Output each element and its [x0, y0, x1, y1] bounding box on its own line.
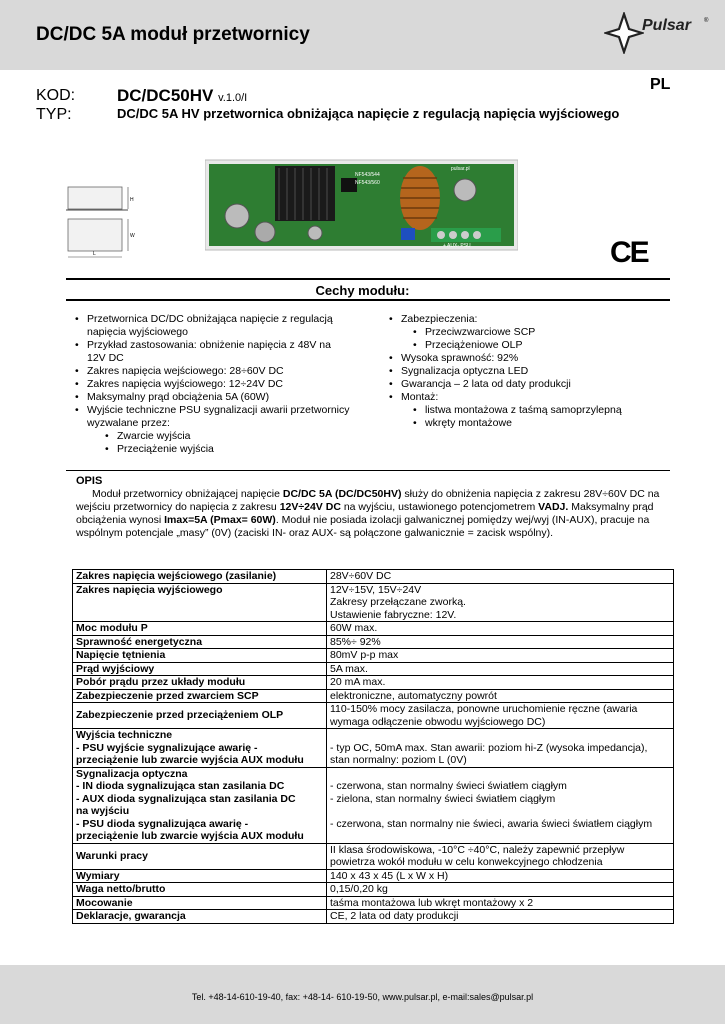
spec-key: Moc modułu P: [73, 622, 327, 636]
photo-label-1: NF543/544: [355, 172, 380, 178]
dim-l-label: L: [93, 251, 96, 257]
spec-key: Waga netto/brutto: [73, 883, 327, 897]
dim-h-label: H: [130, 197, 134, 203]
desc-part: . Moduł nie posiada izolacji galwanicznej pomiędzy wej/wyj (IN-AUX), pracuje na wspólnym potencjale „masy” (0V) (zaciski IN- oraz AUX- są połączone galwanicznie = zacisk wspólny).: [76, 514, 650, 539]
spec-key: Pobór prądu przez układy modułu: [73, 676, 327, 690]
spec-row: [73, 703, 674, 729]
section-divider: [66, 299, 670, 301]
feature-item: • Sygnalizacja optyczna LED: [386, 365, 686, 378]
feature-item: • Przeciążeniowe OLP: [410, 339, 686, 352]
features-title: Cechy modułu:: [315, 283, 410, 298]
product-version: v.1.0/I: [218, 92, 248, 104]
star-logo-icon: [604, 12, 644, 54]
description-title: OPIS: [76, 475, 103, 487]
spec-table: [72, 569, 674, 924]
spec-value: 5A max.: [327, 662, 674, 676]
kod-label: KOD:: [36, 87, 76, 104]
spec-row: [73, 662, 674, 676]
spec-row: [73, 910, 674, 924]
desc-part: na wyjściu, ustawionego potencjometrem: [340, 501, 539, 513]
spec-row: [73, 767, 674, 843]
spec-key: Zabezpieczenie przed przeciążeniem OLP: [73, 703, 327, 729]
spec-value: 85%÷ 92%: [327, 635, 674, 649]
spec-row: [73, 896, 674, 910]
spec-row: [73, 729, 674, 768]
feature-item: • listwa montażowa z taśmą samoprzylepną: [410, 404, 686, 417]
spec-row: [73, 635, 674, 649]
spec-key: Sprawność energetyczna: [73, 635, 327, 649]
photo-label-2: NF543/560: [355, 180, 380, 186]
spec-value: CE, 2 lata od daty produkcji: [327, 910, 674, 924]
spec-value: - typ OC, 50mA max. Stan awarii: poziom hi-Z (wysoka impedancja), stan normalny: poziom L (0V): [327, 729, 674, 768]
feature-item: • wkręty montażowe: [410, 417, 686, 430]
ce-mark-text: CE: [610, 236, 648, 269]
spec-key: Sygnalizacja optyczna - IN dioda sygnalizująca stan zasilania DC - AUX dioda sygnalizująca stan zasilania DC na wyjściu - PSU dioda sygnalizująca awarię - przeciążenie lub zwarcie wyjścia AUX modułu: [73, 767, 327, 843]
product-photo: [205, 158, 518, 252]
spec-row: [73, 676, 674, 690]
typ-value: DC/DC 5A HV przetwornica obniżająca napięcie z regulacją napięcia wyjściowego: [117, 106, 620, 121]
desc-bold: DC/DC 5A (DC/DC50HV): [282, 488, 402, 500]
logo-registered-mark: ®: [704, 18, 709, 24]
spec-row: [73, 689, 674, 703]
feature-item: • Wyjście techniczne PSU sygnalizacji awarii przetwornicy: [72, 404, 372, 417]
description-text: [76, 488, 666, 540]
feature-item: • Zakres napięcia wejściowego: 28÷60V DC: [72, 365, 372, 378]
section-divider: [66, 278, 670, 280]
feature-item: • Zakres napięcia wyjściowego: 12÷24V DC: [72, 378, 372, 391]
ce-mark: [610, 238, 654, 268]
pulsar-logo: [604, 12, 716, 54]
photo-terminal-label: + AUX- PSU: [443, 243, 471, 249]
feature-item: • Przeciwzwarciowe SCP: [410, 326, 686, 339]
feature-item: • Gwarancja – 2 lata od daty produkcji: [386, 378, 686, 391]
spec-value: 20 mA max.: [327, 676, 674, 690]
spec-key: Warunki pracy: [73, 843, 327, 869]
language-code: PL: [650, 76, 671, 93]
desc-bold: Imax=5A (Pmax= 60W): [164, 514, 276, 526]
features-left-list: [72, 313, 372, 456]
typ-label: TYP:: [36, 106, 72, 123]
kod-value: [117, 86, 247, 106]
spec-value: 28V÷60V DC: [327, 570, 674, 584]
spec-key: Napięcie tętnienia: [73, 649, 327, 663]
feature-item: • Przetwornica DC/DC obniżająca napięcie z regulacją: [72, 313, 372, 326]
product-code: DC/DC50HV: [117, 86, 214, 105]
spec-row: [73, 843, 674, 869]
spec-key: Prąd wyjściowy: [73, 662, 327, 676]
feature-item: • Zwarcie wyjścia: [102, 430, 372, 443]
features-right-list: [386, 313, 686, 430]
logo-text: Pulsar: [642, 17, 691, 34]
spec-key: Wyjścia techniczne - PSU wyjście sygnalizujące awarię - przeciążenie lub zwarcie wyjścia AUX modułu: [73, 729, 327, 768]
dim-w-label: W: [130, 233, 135, 239]
spec-value: 0,15/0,20 kg: [327, 883, 674, 897]
page-title: DC/DC 5A moduł przetwornicy: [36, 24, 310, 45]
spec-value: 80mV p-p max: [327, 649, 674, 663]
spec-row: [73, 622, 674, 636]
spec-key: Mocowanie: [73, 896, 327, 910]
feature-item: • Zabezpieczenia:: [386, 313, 686, 326]
spec-key: Zakres napięcia wyjściowego: [73, 583, 327, 622]
footer-contact: Tel. +48-14-610-19-40, fax: +48-14- 610-19-50, www.pulsar.pl, e-mail:sales@pulsar.pl: [191, 992, 534, 1002]
spec-value: - czerwona, stan normalny świeci światłem ciągłym - zielona, stan normalny świeci światłem ciągłym - czerwona, stan normalny nie świeci, awaria świeci światłem ciągłym: [327, 767, 674, 843]
dimension-drawing: [66, 183, 138, 263]
desc-part: służy do obniżenia napięcia z zakresu 28V÷60V DC na wejściu przetwornicy do napięcia z zakresu: [76, 488, 660, 513]
feature-item: • Montaż:: [386, 391, 686, 404]
feature-item: • Przeciążenie wyjścia: [102, 443, 372, 456]
spec-row: [73, 649, 674, 663]
spec-value: elektroniczne, automatyczny powrót: [327, 689, 674, 703]
spec-row: [73, 583, 674, 622]
spec-row: [73, 869, 674, 883]
feature-item: • Wysoka sprawność: 92%: [386, 352, 686, 365]
section-divider: [66, 470, 670, 471]
spec-row: [73, 570, 674, 584]
feature-item: 12V DC: [87, 352, 124, 364]
desc-part: Maksymalny prąd obciążenia wynosi: [76, 501, 654, 526]
feature-item: • Maksymalny prąd obciążenia 5A (60W): [72, 391, 372, 404]
photo-brand: pulsar.pl: [451, 166, 470, 172]
spec-key: Wymiary: [73, 869, 327, 883]
spec-value: II klasa środowiskowa, -10°C ÷40°C, należy zapewnić przepływ powietrza wokół modułu w celu konwekcyjnego chłodzenia: [327, 843, 674, 869]
spec-value: 140 x 43 x 45 (L x W x H): [327, 869, 674, 883]
spec-value: 12V÷15V, 15V÷24V Zakresy przełączane zworką. Ustawienie fabryczne: 12V.: [327, 583, 674, 622]
spec-value: 110-150% mocy zasilacza, ponowne uruchomienie ręczne (awaria wymaga odłączenie obwodu wyjściowego DC): [327, 703, 674, 729]
spec-key: Zabezpieczenie przed zwarciem SCP: [73, 689, 327, 703]
spec-key: Deklaracje, gwarancja: [73, 910, 327, 924]
spec-key: Zakres napięcia wejściowego (zasilanie): [73, 570, 327, 584]
desc-bold: 12V÷24V DC: [279, 501, 341, 513]
feature-item: napięcia wyjściowego: [87, 326, 188, 338]
header-band: [0, 0, 725, 70]
desc-bold: VADJ.: [538, 501, 569, 513]
spec-row: [73, 883, 674, 897]
spec-value: 60W max.: [327, 622, 674, 636]
feature-item: wyzwalane przez:: [87, 417, 170, 429]
desc-part: Moduł przetwornicy obniżającej napięcie: [92, 488, 283, 500]
feature-item: • Przykład zastosowania: obniżenie napięcia z 48V na: [72, 339, 372, 352]
spec-value: taśma montażowa lub wkręt montażowy x 2: [327, 896, 674, 910]
